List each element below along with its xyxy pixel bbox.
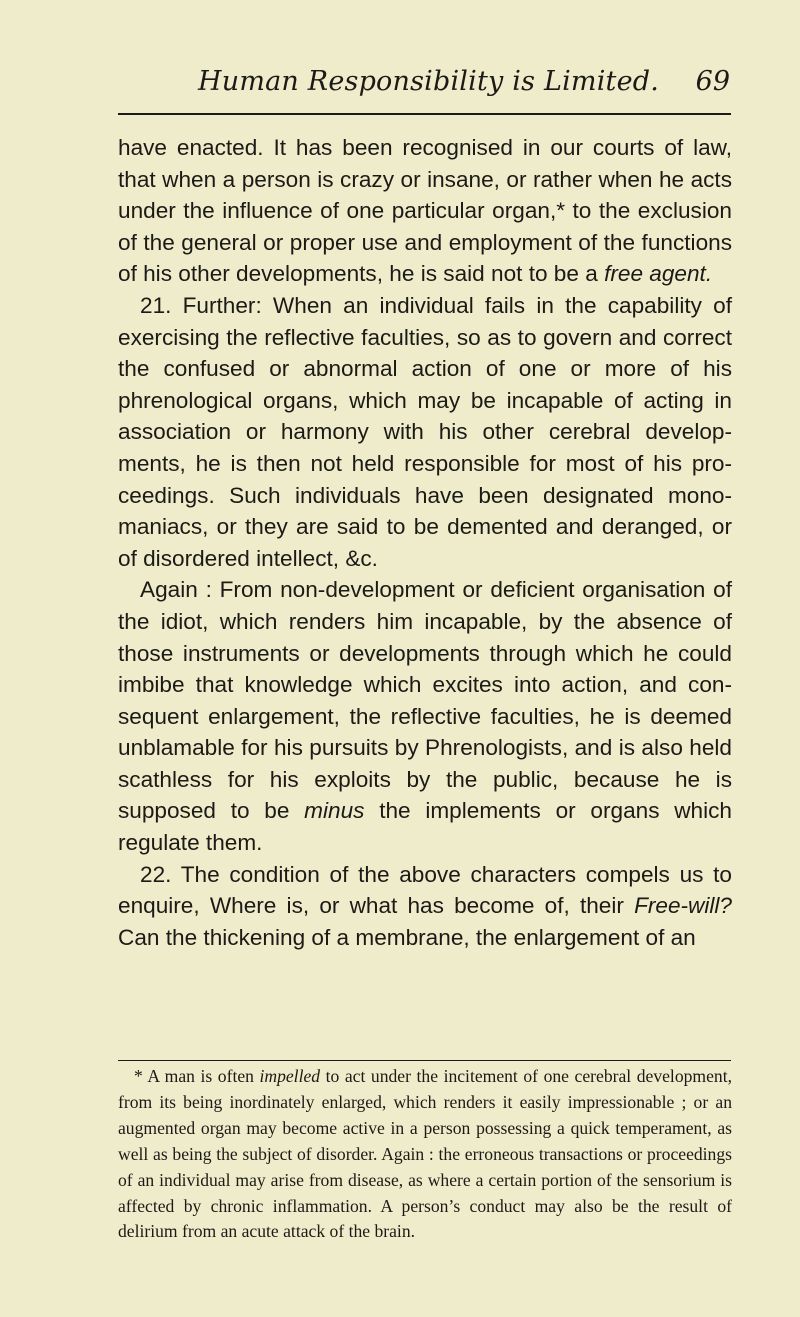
paragraph-21: 21. Further: When an individual fails in the capability of exercising the reflective faculties, so as to govern and correct the confused or abnormal action of one or more of his phrenological organs, which may be incapable of acting in association or harmony with his other cerebral develop- ments, he is then not held responsible for most of his pro- ceedings. Such individuals have been designated mono- maniacs, or they are said to be demented and deranged, or of disordered intellect, &c.	[118, 292, 732, 571]
body-text	[118, 132, 732, 953]
paragraph-again: Again : From non-development or deficient organisation of the idiot, which renders him incapable, by the absence of those instruments or developments through which he could imbibe that knowledge which excites into action, and con- sequent enlargement, the reflective faculties, he is deemed unblamable for his pursuits by Phrenologists, and is also held scathless for his exploits by the public, because he is supposed to be minus the implements or organs which regulate them.	[118, 577, 732, 856]
header-rule	[118, 113, 731, 115]
paragraph-22: 22. The condition of the above characters compels us to enquire, Where is, or what has become of, their Free-will? Can the thickening of a membrane, the enlargement of an	[118, 861, 732, 950]
running-title: Human Responsibility is Limited.	[198, 66, 660, 97]
page-number: 69	[695, 66, 730, 97]
paragraph-1: have enacted. It has been recognised in our courts of law, that when a person is crazy or insane, or rather when he acts under the influence of one particular organ,* to the exclusion of the general or proper use and employment of the functions of his other developments, he is said not to be a free agent.	[118, 135, 732, 287]
footnote-rule	[118, 1060, 731, 1061]
page-header	[118, 66, 730, 106]
footnote: * A man is often impelled to act under the incitement of one cerebral development, from its being inordinately enlarged, which renders it easily impressionable ; or an augmented organ may become active in a person possessing a quick temperament, as well as being the subject of disorder. Again : the erroneous transactions or proceedings of an individual may arise from disease, as where a certain portion of the sensorium is affected by chronic inflammation. A person’s conduct may also be the result of delirium from an acute attack of the brain.	[118, 1066, 732, 1242]
